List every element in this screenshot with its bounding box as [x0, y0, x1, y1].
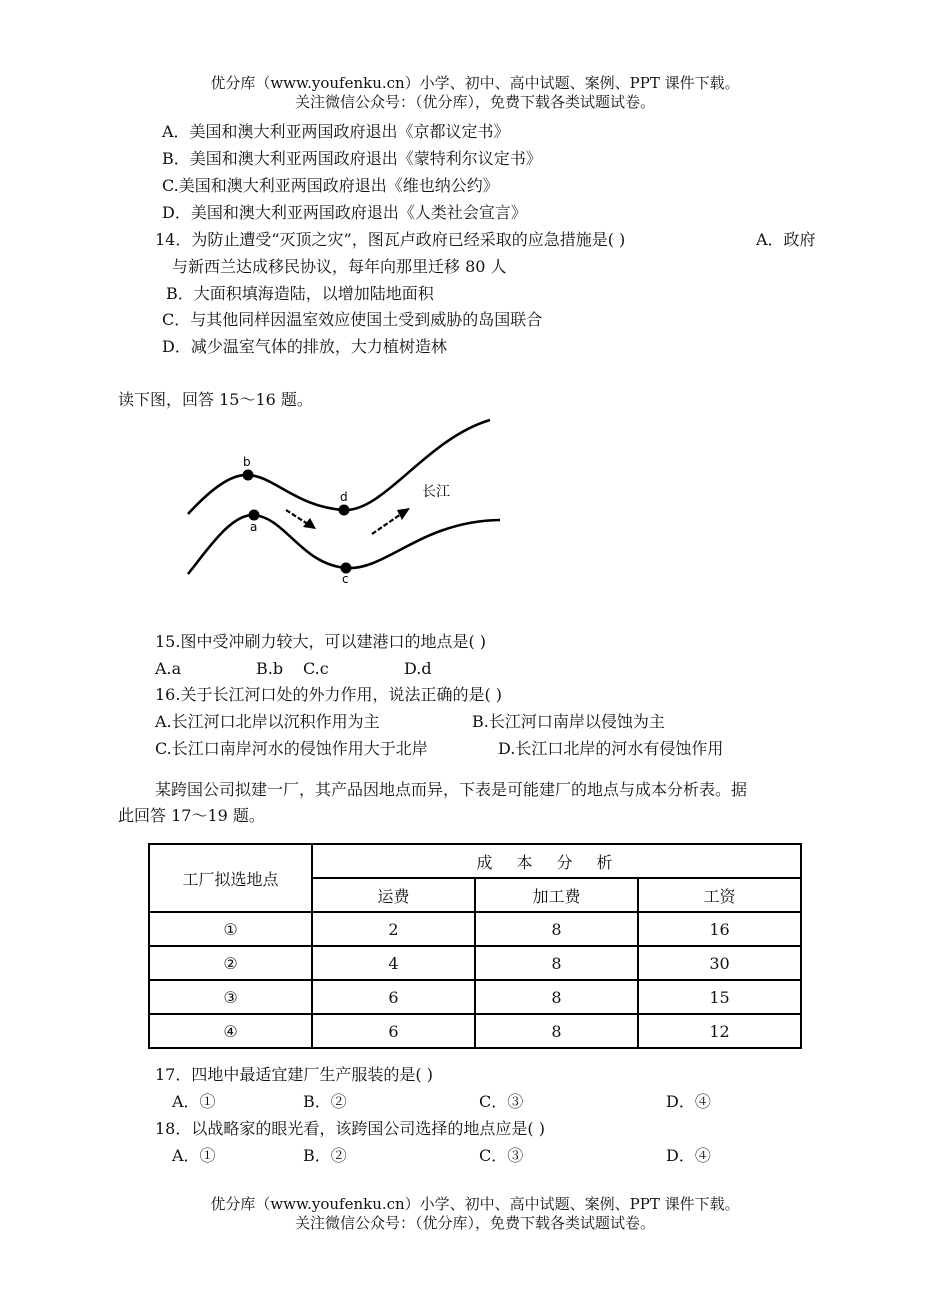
cost-analysis-header: 成本分析 — [312, 844, 801, 878]
wages-cell: 12 — [638, 1014, 801, 1048]
q18-option-a: A．① — [172, 1146, 216, 1165]
q15-option-b: B.b — [256, 659, 284, 678]
wages-cell: 15 — [638, 980, 801, 1014]
table-row — [149, 912, 801, 946]
q14-option-b: B．大面积填海造陆，以增加陆地面积 — [166, 284, 434, 303]
q17-option-c: C．③ — [479, 1092, 524, 1111]
q16-option-d: D.长江口北岸的河水有侵蚀作用 — [498, 739, 724, 758]
intro-17-19-line1: 某跨国公司拟建一厂，其产品因地点而异，下表是可能建厂的地点与成本分析表。据 — [155, 780, 748, 799]
site-cell: ④ — [149, 1014, 312, 1048]
river-label: 长江 — [422, 484, 450, 500]
q17-stem: 17．四地中最适宜建厂生产服装的是( ) — [155, 1065, 433, 1084]
q16-stem: 16.关于长江河口处的外力作用，说法正确的是( ) — [155, 685, 503, 704]
point-a-label: a — [250, 520, 258, 534]
point-d-marker — [339, 505, 350, 516]
q14-stem: 14．为防止遭受“灭顶之灾”，图瓦卢政府已经采取的应急措施是( ) — [155, 230, 626, 249]
wages-cell: 16 — [638, 912, 801, 946]
q13-option-b: B．美国和澳大利亚两国政府退出《蒙特利尔议定书》 — [162, 149, 542, 168]
q18-option-d: D．④ — [666, 1146, 711, 1165]
point-b-marker — [243, 470, 254, 481]
q14-option-a-start: A．政府 — [756, 230, 816, 249]
freight-cell: 6 — [312, 980, 475, 1014]
cost-analysis-table — [148, 843, 802, 1049]
freight-cell: 6 — [312, 1014, 475, 1048]
table-header-row — [149, 844, 801, 878]
q17-option-a: A．① — [172, 1092, 216, 1111]
q15-option-c: C.c — [303, 659, 329, 678]
table-row — [149, 1014, 801, 1048]
flow-arrow-right-icon — [372, 508, 410, 534]
processing-cell: 8 — [475, 946, 638, 980]
q18-option-b: B．② — [303, 1146, 347, 1165]
q13-option-a: A．美国和澳大利亚两国政府退出《京都议定书》 — [162, 122, 510, 141]
page-header-line2: 关注微信公众号：（优分库），免费下载各类试题试卷。 — [294, 93, 655, 111]
flow-arrow-left-icon — [286, 510, 316, 529]
q15-option-d: D.d — [404, 659, 432, 678]
processing-cell: 8 — [475, 1014, 638, 1048]
q18-option-c: C．③ — [479, 1146, 524, 1165]
page-footer-line2: 关注微信公众号：（优分库），免费下载各类试题试卷。 — [294, 1214, 655, 1232]
point-c-label: c — [342, 572, 349, 586]
river-diagram — [186, 414, 506, 589]
page-footer-line1: 优分库（www.youfenku.cn）小学、初中、高中试题、案例、PPT 课件下载。 — [210, 1195, 740, 1213]
q16-option-b: B.长江河口南岸以侵蚀为主 — [472, 712, 665, 731]
q13-option-d: D．美国和澳大利亚两国政府退出《人类社会宣言》 — [162, 203, 527, 222]
q14-option-a-cont: 与新西兰达成移民协议，每年向那里迁移 80 人 — [172, 257, 507, 276]
q17-option-d: D．④ — [666, 1092, 711, 1111]
freight-cell: 2 — [312, 912, 475, 946]
q18-stem: 18．以战略家的眼光看，该跨国公司选择的地点应是( ) — [155, 1119, 545, 1138]
site-cell: ② — [149, 946, 312, 980]
q16-option-c: C.长江口南岸河水的侵蚀作用大于北岸 — [155, 739, 428, 758]
column-header-freight: 运费 — [312, 878, 475, 912]
q17-option-b: B．② — [303, 1092, 347, 1111]
freight-cell: 4 — [312, 946, 475, 980]
processing-cell: 8 — [475, 912, 638, 946]
processing-cell: 8 — [475, 980, 638, 1014]
q15-option-a: A.a — [155, 659, 182, 678]
column-header-processing: 加工费 — [475, 878, 638, 912]
site-cell: ① — [149, 912, 312, 946]
site-cell: ③ — [149, 980, 312, 1014]
q14-option-c: C．与其他同样因温室效应使国土受到威胁的岛国联合 — [162, 310, 543, 329]
point-d-label: d — [340, 490, 348, 504]
q14-option-d: D．减少温室气体的排放，大力植树造林 — [162, 337, 447, 356]
page-header-line1: 优分库（www.youfenku.cn）小学、初中、高中试题、案例、PPT 课件下载。 — [210, 74, 740, 92]
column-header-wages: 工资 — [638, 878, 801, 912]
point-a-marker — [249, 510, 260, 521]
table-row — [149, 980, 801, 1014]
q16-option-a: A.长江河口北岸以沉积作用为主 — [155, 712, 380, 731]
q13-option-c: C.美国和澳大利亚两国政府退出《维也纳公约》 — [162, 176, 499, 195]
wages-cell: 30 — [638, 946, 801, 980]
q15-stem: 15.图中受冲刷力较大，可以建港口的地点是( ) — [155, 632, 487, 651]
point-b-label: b — [243, 455, 251, 469]
table-row — [149, 946, 801, 980]
read-intro: 读下图，回答 15～16 题。 — [118, 390, 313, 409]
intro-17-19-line2: 此回答 17～19 题。 — [118, 806, 265, 825]
location-header: 工厂拟选地点 — [149, 844, 312, 912]
